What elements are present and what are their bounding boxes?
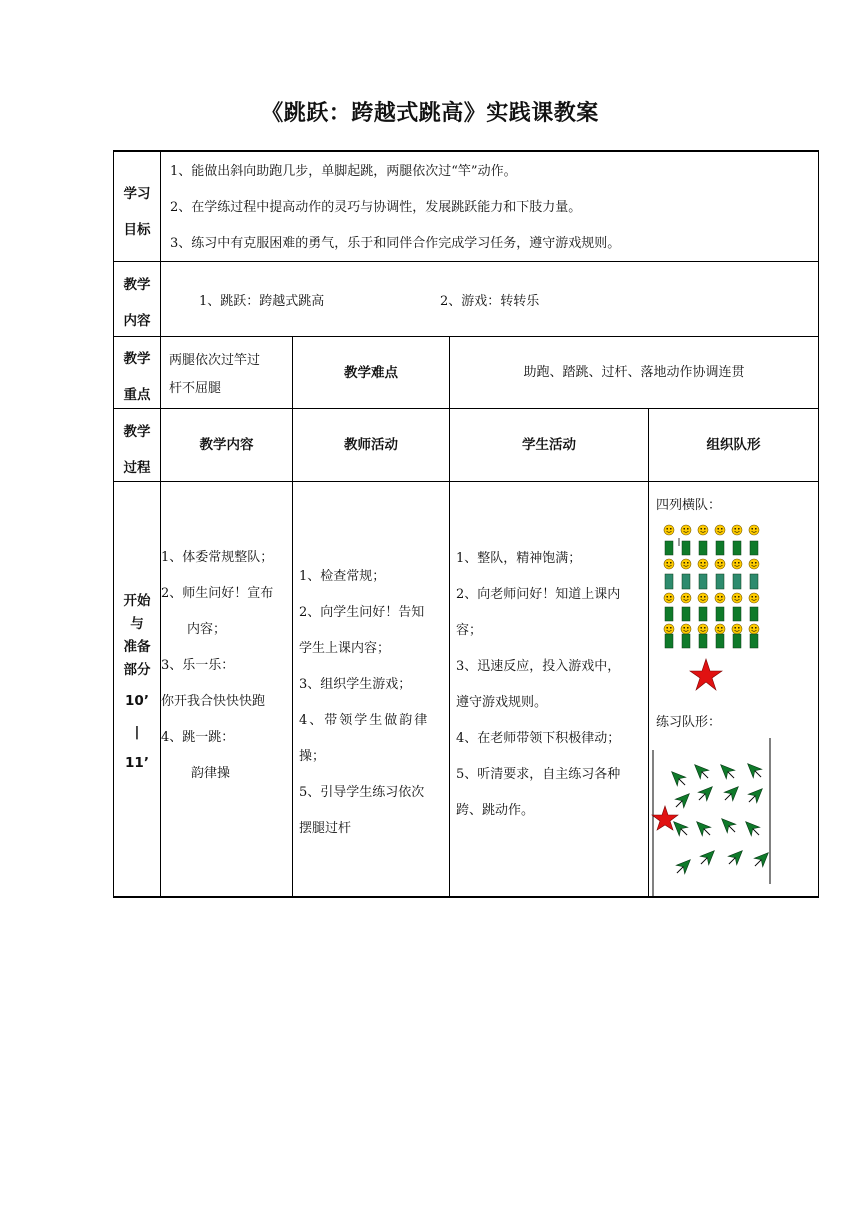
- student-line: 1、整队，精神饱满；: [456, 551, 582, 566]
- student-icon: [682, 574, 690, 589]
- arrow-icon: [745, 784, 767, 806]
- section-teacher: [299, 559, 447, 847]
- content-label: 教学 内容: [123, 277, 151, 329]
- teacher-line: 5、引导学生练习依次: [299, 785, 425, 800]
- student-icon: [750, 541, 758, 555]
- arrow-icon: [743, 759, 765, 781]
- section-label: 开始 与 准备 部分 10’ | 11’: [123, 593, 151, 771]
- student-icon: [699, 574, 707, 589]
- goal-item: 3、练习中有克服困难的勇气，乐于和同伴合作完成学习任务，遵守游戏规则。: [170, 236, 621, 251]
- smiley-icon: [715, 525, 725, 535]
- formation-label-2: 练习队形：: [656, 715, 722, 730]
- smiley-icon: [732, 525, 742, 535]
- col-header-teacher: 教师活动: [344, 437, 398, 453]
- arrow-icon: [751, 848, 773, 870]
- smiley-icon: [749, 593, 759, 603]
- col-header-formation: 组织队形: [706, 437, 761, 453]
- smiley-icon: [749, 525, 759, 535]
- formation-label-1: 四列横队：: [656, 498, 722, 513]
- smiley-icon: [664, 624, 674, 634]
- practice-area: [652, 738, 773, 897]
- smiley-icon: [664, 525, 674, 535]
- student-icon: [733, 574, 741, 589]
- content-line: 3、乐一乐：: [161, 658, 235, 673]
- teacher-line: 操；: [299, 749, 326, 764]
- smiley-icon: [732, 559, 742, 569]
- student-icon: [682, 607, 690, 621]
- arrow-icon: [717, 814, 739, 836]
- smiley-icon: [681, 559, 691, 569]
- keypoints-label: 教学 重点: [123, 351, 151, 403]
- student-icon: [733, 634, 741, 648]
- content-line: 4、跳一跳：: [161, 730, 235, 745]
- smiley-icon: [664, 559, 674, 569]
- goal-item: 2、在学练过程中提高动作的灵巧与协调性，发展跳跃能力和下肢力量。: [170, 200, 582, 215]
- content-line: 韵律操: [191, 766, 231, 781]
- content-line: 你开我合快快快跑: [161, 694, 266, 709]
- arrow-icon: [697, 846, 719, 868]
- star-icon: [652, 806, 678, 830]
- content-line: 1、体委常规整队；: [161, 550, 274, 565]
- arrow-icon: [667, 767, 689, 789]
- arrow-icon: [741, 817, 763, 839]
- teacher-line: 1、检查常规；: [299, 569, 386, 584]
- student-icon: [733, 541, 741, 555]
- smiley-icon: [732, 624, 742, 634]
- arrow-icon: [716, 760, 738, 782]
- student-icon: [716, 541, 724, 555]
- smiley-icon: [681, 593, 691, 603]
- smiley-icon: [698, 525, 708, 535]
- smiley-icon: [681, 624, 691, 634]
- student-icon: [750, 634, 758, 648]
- smiley-icon: [715, 624, 725, 634]
- student-icon: [665, 607, 673, 621]
- smiley-icon: [732, 593, 742, 603]
- keypoints-text: 两腿依次过竿过 杆不屈腿: [169, 353, 261, 396]
- col-header-student: 学生活动: [522, 437, 576, 453]
- process-label: 教学 过程: [123, 424, 151, 476]
- col-header-content: 教学内容: [199, 437, 254, 453]
- arrow-icon: [673, 855, 695, 877]
- student-line: 2、向老师问好！知道上课内: [456, 587, 621, 602]
- star-icon: [690, 659, 722, 690]
- teacher-star-1: [690, 659, 722, 690]
- content-item-1: 1、跳跃：跨越式跳高: [199, 294, 325, 309]
- student-line: 跨、跳动作。: [456, 803, 535, 818]
- smiley-icon: [749, 624, 759, 634]
- student-icon: [665, 541, 673, 555]
- student-line: 遵守游戏规则。: [456, 695, 548, 710]
- student-icon: [682, 634, 690, 648]
- difficulty-label: 教学难点: [344, 364, 398, 381]
- student-line: 容；: [456, 623, 483, 638]
- arrow-icon: [692, 817, 714, 839]
- teacher-line: 3、组织学生游戏；: [299, 677, 412, 692]
- content-item-2: 2、游戏：转转乐: [440, 294, 540, 309]
- four-row-formation: [664, 525, 759, 648]
- student-icon: [716, 574, 724, 589]
- smiley-icon: [715, 593, 725, 603]
- smiley-icon: [715, 559, 725, 569]
- arrow-icon: [725, 846, 747, 868]
- student-icon: [716, 634, 724, 648]
- arrow-icon: [672, 789, 694, 811]
- goals-text: [170, 163, 815, 253]
- student-icon: [750, 607, 758, 621]
- goal-item: 1、能做出斜向助跑几步，单脚起跳，两腿依次过“竿”动作。: [170, 164, 517, 179]
- student-line: 5、听清要求，自主练习各种: [456, 767, 621, 782]
- student-icon: [716, 607, 724, 621]
- student-line: 4、在老师带领下积极律动；: [456, 731, 621, 746]
- smiley-icon: [664, 593, 674, 603]
- student-icon: [733, 607, 741, 621]
- student-icon: [750, 574, 758, 589]
- section-content: [161, 540, 292, 792]
- arrow-icon: [721, 782, 743, 804]
- content-line: 2、师生问好！宣布: [161, 586, 274, 601]
- smiley-icon: [681, 525, 691, 535]
- student-icon: [699, 541, 707, 555]
- smiley-icon: [698, 624, 708, 634]
- arrow-icon: [669, 817, 691, 839]
- student-icon: [682, 541, 690, 555]
- content-line: 内容；: [187, 622, 227, 637]
- teacher-line: 学生上课内容；: [299, 641, 391, 656]
- teacher-line: 2、向学生问好！告知: [299, 605, 425, 620]
- student-icon: [699, 607, 707, 621]
- page-title: 《跳跃：跨越式跳高》实践课教案: [261, 101, 599, 126]
- student-icon: [665, 574, 673, 589]
- arrow-icon: [695, 782, 717, 804]
- teacher-line: 摆腿过杆: [299, 821, 352, 836]
- student-icon: [665, 634, 673, 648]
- smiley-icon: [698, 559, 708, 569]
- arrow-icon: [690, 760, 712, 782]
- section-student: [456, 541, 646, 829]
- student-line: 3、迅速反应，投入游戏中，: [456, 659, 621, 674]
- goals-label: 学习 目标: [123, 186, 151, 238]
- teacher-line: 4、带领学生做韵律: [299, 713, 430, 728]
- smiley-icon: [749, 559, 759, 569]
- smiley-icon: [698, 593, 708, 603]
- student-icon: [699, 634, 707, 648]
- difficulty-text: 助跑、踏跳、过杆、落地动作协调连贯: [523, 364, 745, 380]
